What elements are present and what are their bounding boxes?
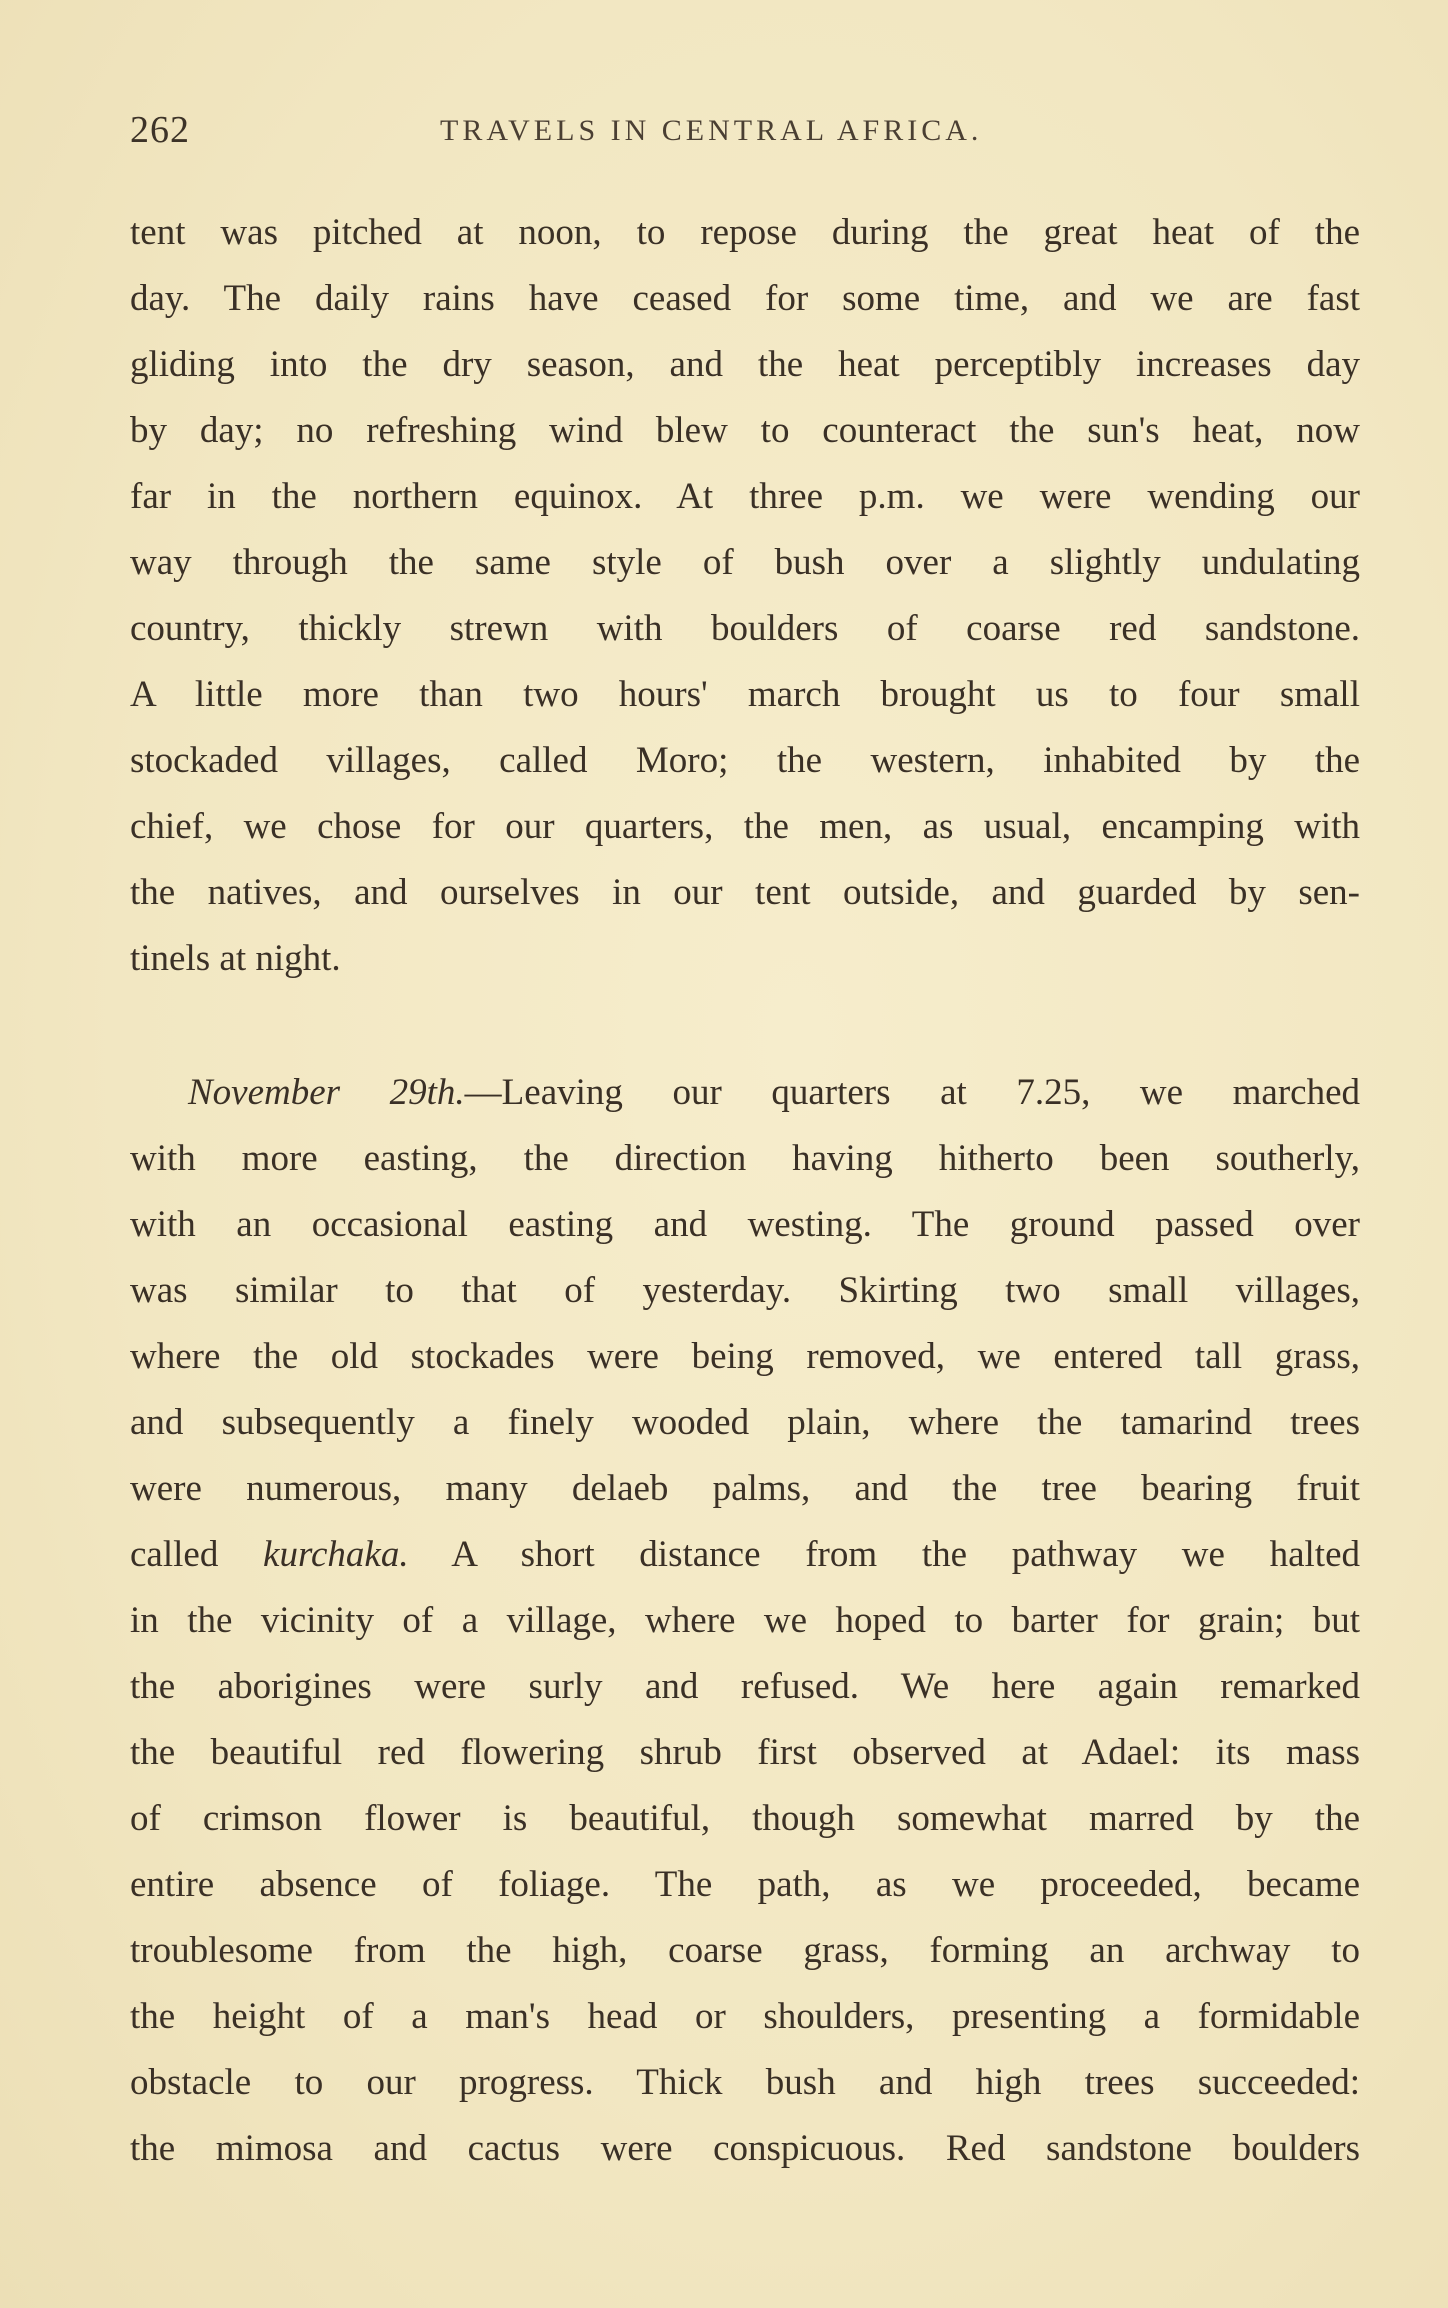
text-line: the beautiful red flowering shrub first observed at Adael: its mass bbox=[130, 1732, 1360, 1773]
text-line: in the vicinity of a village, where we hoped to barter for grain; but bbox=[130, 1600, 1360, 1641]
text-line: day. The daily rains have ceased for some time, and we are fast bbox=[130, 278, 1360, 319]
text-line: of crimson flower is beautiful, though somewhat marred by the bbox=[130, 1798, 1360, 1839]
text-line: where the old stockades were being removed, we entered tall grass, bbox=[130, 1336, 1360, 1377]
text-line: and subsequently a finely wooded plain, where the tamarind trees bbox=[130, 1402, 1360, 1443]
text-line: tent was pitched at noon, to repose during the great heat of the bbox=[130, 212, 1360, 253]
text-line: country, thickly strewn with boulders of coarse red sandstone. bbox=[130, 608, 1360, 649]
text-run: A short distance from the pathway we halted bbox=[408, 1534, 1360, 1575]
text-run: —Leaving our quarters at 7.25, we marched bbox=[464, 1072, 1360, 1113]
text-line: gliding into the dry season, and the heat perceptibly increases day bbox=[130, 344, 1360, 385]
text-line bbox=[130, 1522, 1360, 1588]
text-line: the natives, and ourselves in our tent outside, and guarded by sen- bbox=[130, 872, 1360, 913]
page-header bbox=[130, 108, 1360, 168]
running-title: TRAVELS IN CENTRAL AFRICA. bbox=[440, 114, 983, 147]
paragraph-gap bbox=[130, 992, 1360, 1060]
text-run: called bbox=[130, 1534, 264, 1575]
text-line: obstacle to our progress. Thick bush and high trees succeeded: bbox=[130, 2062, 1360, 2103]
page-number: 262 bbox=[130, 109, 190, 151]
text-line: by day; no refreshing wind blew to counteract the sun's heat, now bbox=[130, 410, 1360, 451]
text-line: was similar to that of yesterday. Skirting two small villages, bbox=[130, 1270, 1360, 1311]
text-line: tinels at night. bbox=[130, 938, 341, 979]
text-line: entire absence of foliage. The path, as we proceeded, became bbox=[130, 1864, 1360, 1905]
date-label: November 29th. bbox=[188, 1072, 465, 1113]
text-line: the mimosa and cactus were conspicuous. Red sandstone boulders bbox=[130, 2128, 1360, 2169]
body-text bbox=[130, 200, 1360, 2182]
text-line: with more easting, the direction having hitherto been southerly, bbox=[130, 1138, 1360, 1179]
text-line: the aborigines were surly and refused. We here again remarked bbox=[130, 1666, 1360, 1707]
paragraph-2 bbox=[130, 1060, 1360, 2182]
text-line: chief, we chose for our quarters, the men, as usual, encamping with bbox=[130, 806, 1360, 847]
text-line bbox=[130, 1060, 1360, 1126]
text-line: far in the northern equinox. At three p.m. we were wending our bbox=[130, 476, 1360, 517]
text-line: the height of a man's head or shoulders, presenting a formidable bbox=[130, 1996, 1360, 2037]
text-line: were numerous, many delaeb palms, and the tree bearing fruit bbox=[130, 1468, 1360, 1509]
text-line: A little more than two hours' march brought us to four small bbox=[130, 674, 1360, 715]
text-line: way through the same style of bush over a slightly undulating bbox=[130, 542, 1360, 583]
text-line: with an occasional easting and westing. The ground passed over bbox=[130, 1204, 1360, 1245]
italic-term: kurchaka. bbox=[263, 1534, 409, 1575]
paragraph-1 bbox=[130, 200, 1360, 992]
text-line: troublesome from the high, coarse grass, forming an archway to bbox=[130, 1930, 1360, 1971]
text-line: stockaded villages, called Moro; the western, inhabited by the bbox=[130, 740, 1360, 781]
